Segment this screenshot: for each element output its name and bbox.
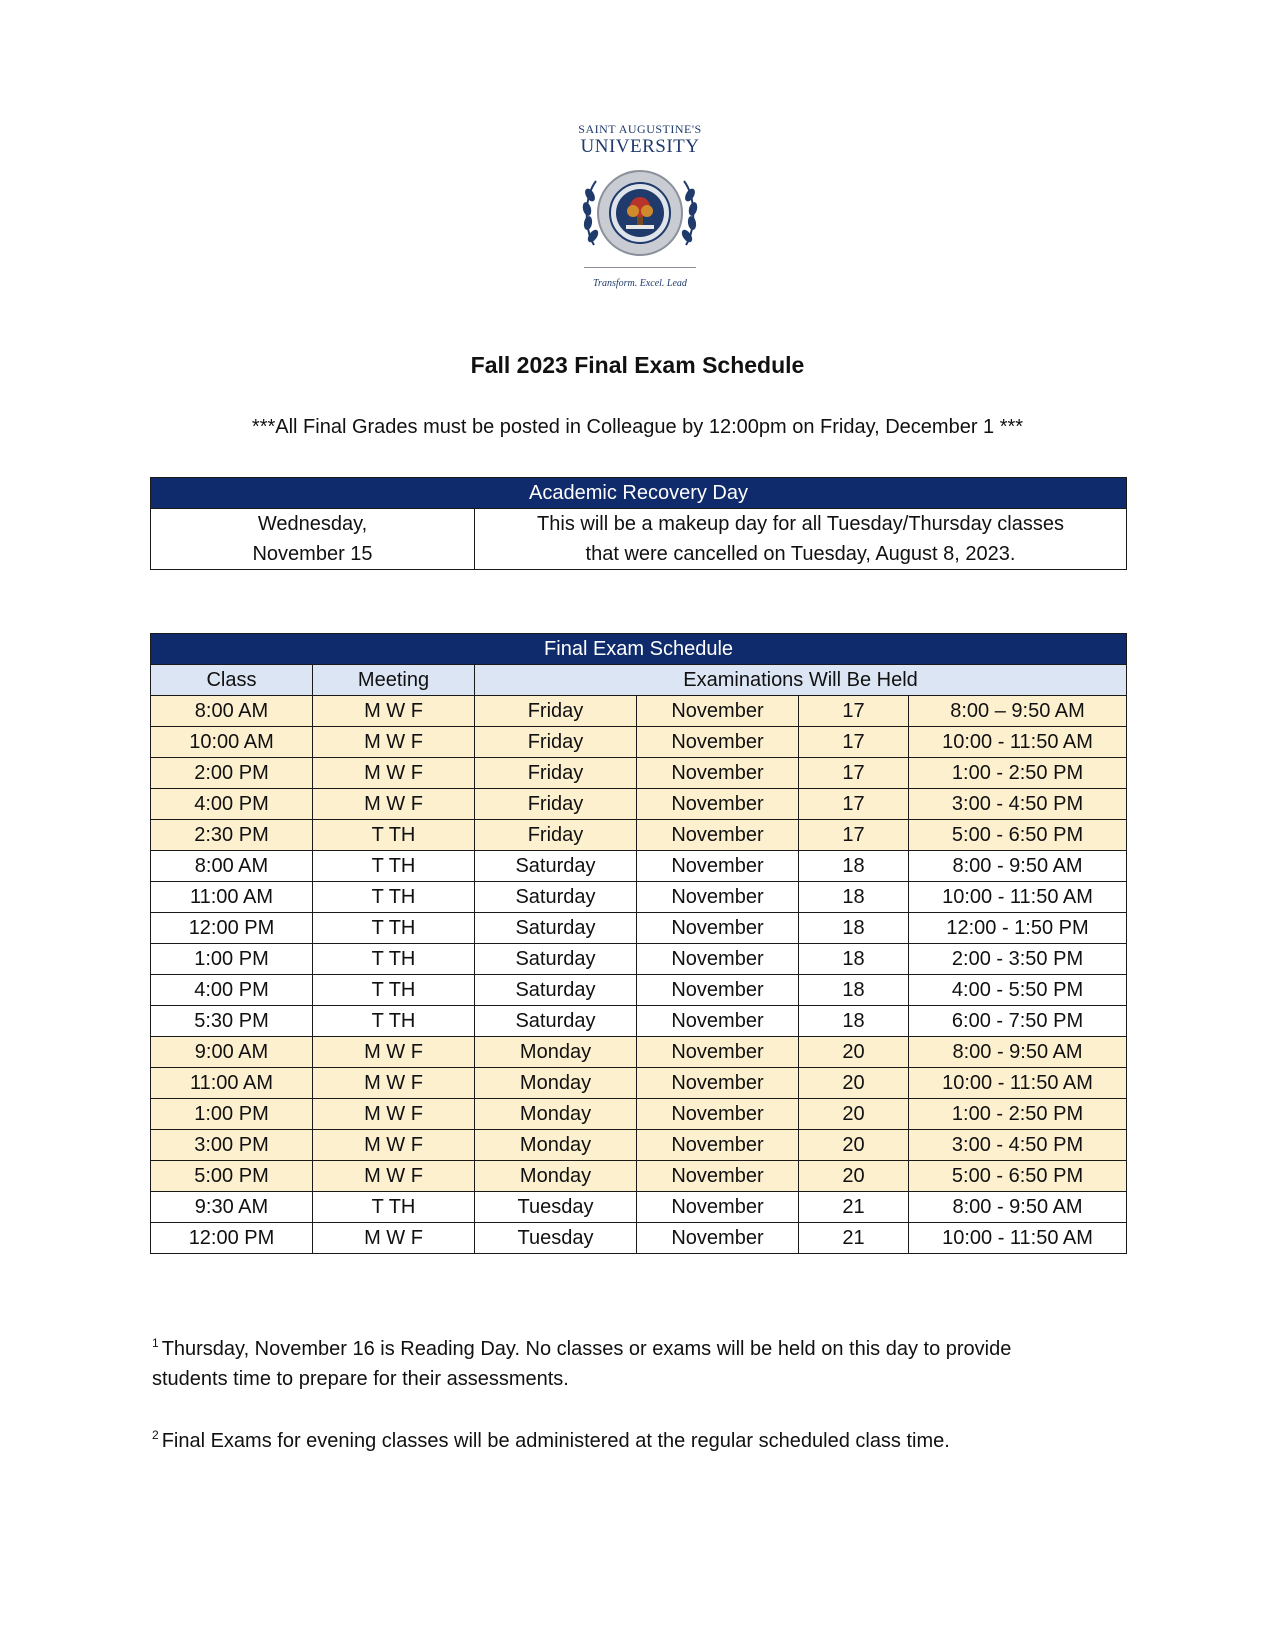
- recovery-date: [151, 509, 475, 570]
- cell-meeting: M W F: [313, 789, 475, 820]
- cell-day: Friday: [475, 758, 637, 789]
- cell-date: 17: [799, 758, 909, 789]
- cell-day: Friday: [475, 696, 637, 727]
- cell-day: Saturday: [475, 882, 637, 913]
- cell-time: 12:00 - 1:50 PM: [909, 913, 1127, 944]
- footnote-mark: 1: [152, 1336, 159, 1350]
- cell-month: November: [637, 820, 799, 851]
- cell-month: November: [637, 1130, 799, 1161]
- footnote-text: Final Exams for evening classes will be administered at the regular scheduled class time.: [161, 1430, 950, 1452]
- cell-meeting: M W F: [313, 727, 475, 758]
- cell-class: 1:00 PM: [151, 944, 313, 975]
- cell-class: 8:00 AM: [151, 851, 313, 882]
- cell-class: 4:00 PM: [151, 789, 313, 820]
- logo-line-1: SAINT AUGUSTINE'S: [578, 122, 702, 136]
- table-row: [151, 1223, 1127, 1254]
- table-row: [151, 913, 1127, 944]
- recovery-date-line-2: November 15: [252, 543, 373, 565]
- recovery-description: [475, 509, 1127, 570]
- cell-month: November: [637, 851, 799, 882]
- recovery-desc-line-1: This will be a makeup day for all Tuesday/Thursday classes: [537, 513, 1064, 535]
- cell-day: Saturday: [475, 1006, 637, 1037]
- footnote-1: [152, 1328, 1092, 1394]
- cell-meeting: T TH: [313, 1006, 475, 1037]
- column-header-examinations: Examinations Will Be Held: [475, 665, 1127, 696]
- cell-month: November: [637, 1161, 799, 1192]
- cell-time: 3:00 - 4:50 PM: [909, 789, 1127, 820]
- table-row: [151, 789, 1127, 820]
- cell-date: 18: [799, 1006, 909, 1037]
- cell-meeting: M W F: [313, 1037, 475, 1068]
- cell-class: 11:00 AM: [151, 1068, 313, 1099]
- cell-class: 4:00 PM: [151, 975, 313, 1006]
- cell-meeting: M W F: [313, 1130, 475, 1161]
- cell-date: 17: [799, 696, 909, 727]
- cell-time: 8:00 - 9:50 AM: [909, 1192, 1127, 1223]
- table-row: [151, 727, 1127, 758]
- table-row: [151, 882, 1127, 913]
- cell-class: 8:00 AM: [151, 696, 313, 727]
- cell-time: 1:00 - 2:50 PM: [909, 758, 1127, 789]
- cell-class: 10:00 AM: [151, 727, 313, 758]
- cell-time: 8:00 - 9:50 AM: [909, 1037, 1127, 1068]
- table-row: [151, 820, 1127, 851]
- table-row: [151, 1192, 1127, 1223]
- cell-day: Friday: [475, 727, 637, 758]
- column-header-meeting: Meeting: [313, 665, 475, 696]
- cell-month: November: [637, 1068, 799, 1099]
- cell-time: 10:00 - 11:50 AM: [909, 1068, 1127, 1099]
- cell-date: 18: [799, 944, 909, 975]
- cell-meeting: T TH: [313, 882, 475, 913]
- university-logo: [565, 118, 715, 308]
- cell-date: 18: [799, 882, 909, 913]
- cell-month: November: [637, 975, 799, 1006]
- cell-time: 3:00 - 4:50 PM: [909, 1130, 1127, 1161]
- cell-day: Friday: [475, 789, 637, 820]
- cell-time: 5:00 - 6:50 PM: [909, 1161, 1127, 1192]
- recovery-desc-line-2: that were cancelled on Tuesday, August 8, 2023.: [585, 543, 1016, 565]
- cell-day: Saturday: [475, 975, 637, 1006]
- cell-day: Tuesday: [475, 1223, 637, 1254]
- cell-date: 20: [799, 1037, 909, 1068]
- cell-month: November: [637, 789, 799, 820]
- cell-month: November: [637, 882, 799, 913]
- cell-class: 12:00 PM: [151, 1223, 313, 1254]
- cell-class: 9:30 AM: [151, 1192, 313, 1223]
- cell-meeting: M W F: [313, 1068, 475, 1099]
- footnote-mark: 2: [152, 1428, 159, 1442]
- schedule-rows: [151, 696, 1127, 1254]
- cell-meeting: M W F: [313, 758, 475, 789]
- grades-notice: ***All Final Grades must be posted in Colleague by 12:00pm on Friday, December 1 ***: [251, 416, 1024, 438]
- table-row: [151, 1161, 1127, 1192]
- cell-date: 18: [799, 975, 909, 1006]
- cell-time: 6:00 - 7:50 PM: [909, 1006, 1127, 1037]
- recovery-date-line-1: Wednesday,: [257, 513, 368, 535]
- cell-time: 2:00 - 3:50 PM: [909, 944, 1127, 975]
- cell-day: Monday: [475, 1068, 637, 1099]
- cell-month: November: [637, 1223, 799, 1254]
- final-exam-schedule-table: [150, 633, 1127, 1254]
- table-row: [151, 758, 1127, 789]
- recovery-day-table: [150, 477, 1127, 570]
- page-title: Fall 2023 Final Exam Schedule: [470, 352, 805, 378]
- recovery-heading: Academic Recovery Day: [151, 478, 1127, 509]
- schedule-heading: Final Exam Schedule: [151, 634, 1127, 665]
- cell-time: 10:00 - 11:50 AM: [909, 727, 1127, 758]
- cell-date: 20: [799, 1130, 909, 1161]
- table-row: [151, 1099, 1127, 1130]
- cell-time: 1:00 - 2:50 PM: [909, 1099, 1127, 1130]
- cell-date: 20: [799, 1099, 909, 1130]
- university-seal-icon: [580, 167, 700, 259]
- table-row: [151, 1037, 1127, 1068]
- cell-month: November: [637, 944, 799, 975]
- cell-time: 8:00 – 9:50 AM: [909, 696, 1127, 727]
- cell-day: Monday: [475, 1130, 637, 1161]
- cell-day: Monday: [475, 1099, 637, 1130]
- cell-meeting: M W F: [313, 1099, 475, 1130]
- cell-meeting: M W F: [313, 1161, 475, 1192]
- cell-time: 10:00 - 11:50 AM: [909, 1223, 1127, 1254]
- cell-month: November: [637, 727, 799, 758]
- cell-meeting: M W F: [313, 696, 475, 727]
- cell-day: Saturday: [475, 944, 637, 975]
- cell-meeting: T TH: [313, 820, 475, 851]
- table-row: [151, 944, 1127, 975]
- cell-time: 4:00 - 5:50 PM: [909, 975, 1127, 1006]
- cell-date: 17: [799, 727, 909, 758]
- table-row: [151, 975, 1127, 1006]
- cell-month: November: [637, 913, 799, 944]
- column-header-class: Class: [151, 665, 313, 696]
- cell-class: 2:00 PM: [151, 758, 313, 789]
- cell-month: November: [637, 1006, 799, 1037]
- cell-date: 20: [799, 1068, 909, 1099]
- cell-month: November: [637, 1192, 799, 1223]
- cell-day: Tuesday: [475, 1192, 637, 1223]
- cell-date: 21: [799, 1192, 909, 1223]
- cell-class: 5:00 PM: [151, 1161, 313, 1192]
- cell-class: 5:30 PM: [151, 1006, 313, 1037]
- logo-line-2: UNIVERSITY: [580, 136, 700, 157]
- cell-time: 10:00 - 11:50 AM: [909, 882, 1127, 913]
- table-row: [151, 696, 1127, 727]
- cell-date: 20: [799, 1161, 909, 1192]
- cell-day: Saturday: [475, 851, 637, 882]
- cell-date: 21: [799, 1223, 909, 1254]
- cell-date: 18: [799, 851, 909, 882]
- table-row: [151, 1068, 1127, 1099]
- cell-class: 2:30 PM: [151, 820, 313, 851]
- cell-day: Friday: [475, 820, 637, 851]
- cell-date: 17: [799, 789, 909, 820]
- cell-class: 11:00 AM: [151, 882, 313, 913]
- cell-date: 17: [799, 820, 909, 851]
- cell-class: 9:00 AM: [151, 1037, 313, 1068]
- cell-month: November: [637, 696, 799, 727]
- footnote-text: Thursday, November 16 is Reading Day. No classes or exams will be held on this day to provide students time to prepare for their assessments.: [152, 1338, 1012, 1390]
- cell-day: Monday: [475, 1037, 637, 1068]
- logo-divider: [584, 267, 696, 268]
- cell-time: 8:00 - 9:50 AM: [909, 851, 1127, 882]
- cell-month: November: [637, 1099, 799, 1130]
- cell-class: 12:00 PM: [151, 913, 313, 944]
- cell-month: November: [637, 758, 799, 789]
- logo-motto: Transform. Excel. Lead: [593, 278, 687, 289]
- cell-month: November: [637, 1037, 799, 1068]
- cell-day: Saturday: [475, 913, 637, 944]
- cell-meeting: T TH: [313, 975, 475, 1006]
- cell-meeting: T TH: [313, 1192, 475, 1223]
- table-row: [151, 851, 1127, 882]
- cell-meeting: T TH: [313, 851, 475, 882]
- footnote-2: [152, 1420, 1092, 1456]
- table-row: [151, 1006, 1127, 1037]
- table-row: [151, 1130, 1127, 1161]
- cell-meeting: T TH: [313, 913, 475, 944]
- cell-time: 5:00 - 6:50 PM: [909, 820, 1127, 851]
- cell-day: Monday: [475, 1161, 637, 1192]
- cell-meeting: T TH: [313, 944, 475, 975]
- cell-date: 18: [799, 913, 909, 944]
- cell-meeting: M W F: [313, 1223, 475, 1254]
- cell-class: 3:00 PM: [151, 1130, 313, 1161]
- cell-class: 1:00 PM: [151, 1099, 313, 1130]
